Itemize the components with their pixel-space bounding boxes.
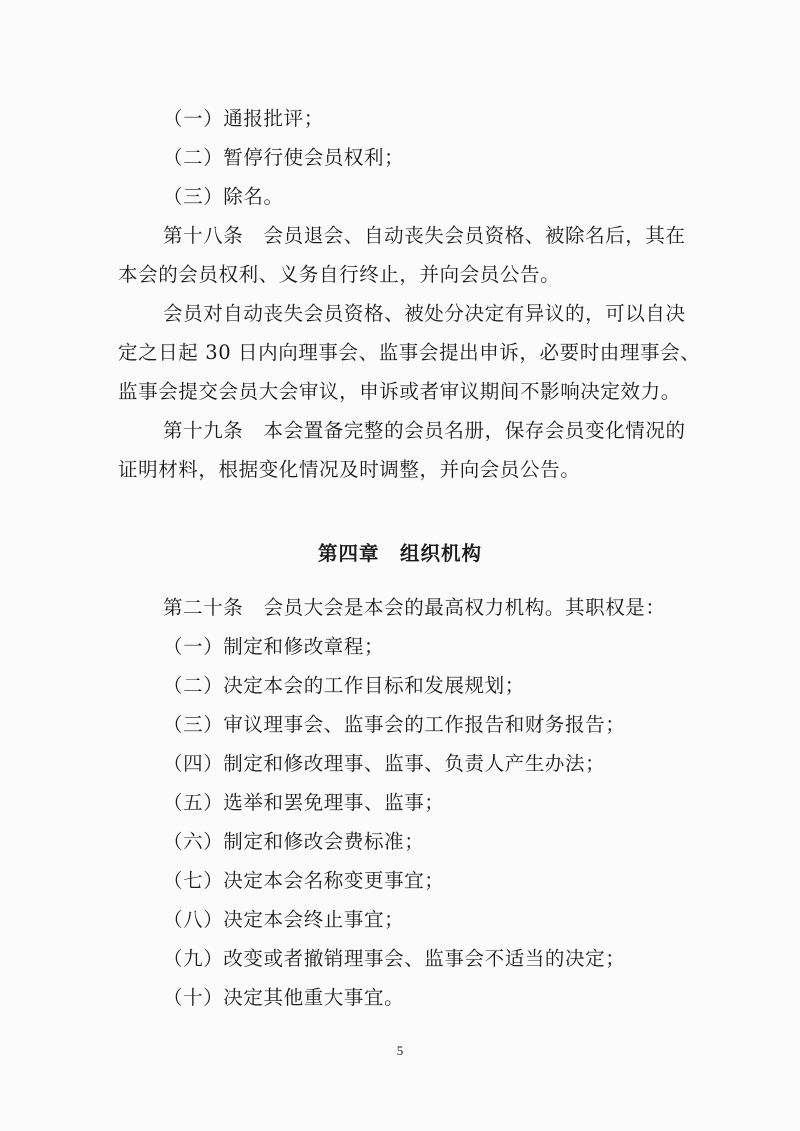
list-item: （一）通报批评； [163,107,324,130]
paragraph-line: 监事会提交会员大会审议，申诉或者审议期间不影响决定效力。 [118,380,681,403]
list-item: （三）除名。 [163,185,284,208]
list-item: （二）暂停行使会员权利； [163,146,405,169]
page-number: 5 [396,1043,404,1058]
list-item: （三）审议理事会、监事会的工作报告和财务报告； [163,713,626,736]
paragraph-line: 会员对自动丧失会员资格、被处分决定有异议的，可以自决 [163,302,686,325]
list-item: （四）制定和修改理事、监事、负责人产生办法； [163,752,606,775]
article-18-line-1: 第十八条 会员退会、自动丧失会员资格、被除名后，其在 [163,224,686,247]
chapter-heading: 第四章 组织机构 [317,542,482,565]
article-19-line-2: 证明材料，根据变化情况及时调整，并向会员公告。 [118,458,581,481]
list-item: （五）选举和罢免理事、监事； [163,791,445,814]
list-item: （六）制定和修改会费标准； [163,830,425,853]
list-item: （二）决定本会的工作目标和发展规划； [163,674,525,697]
list-item: （一）制定和修改章程； [163,635,385,658]
article-19-line-1: 第十九条 本会置备完整的会员名册，保存会员变化情况的 [163,419,686,442]
list-item: （八）决定本会终止事宜； [163,908,405,931]
article-20-line-1: 第二十条 会员大会是本会的最高权力机构。其职权是： [163,596,666,619]
list-item: （七）决定本会名称变更事宜； [163,869,445,892]
paragraph-line: 定之日起 30 日内向理事会、监事会提出申诉，必要时由理事会、 [118,341,701,364]
list-item: （十）决定其他重大事宜。 [163,986,405,1009]
article-18-line-2: 本会的会员权利、义务自行终止，并向会员公告。 [118,263,561,286]
list-item: （九）改变或者撤销理事会、监事会不适当的决定； [163,947,626,970]
